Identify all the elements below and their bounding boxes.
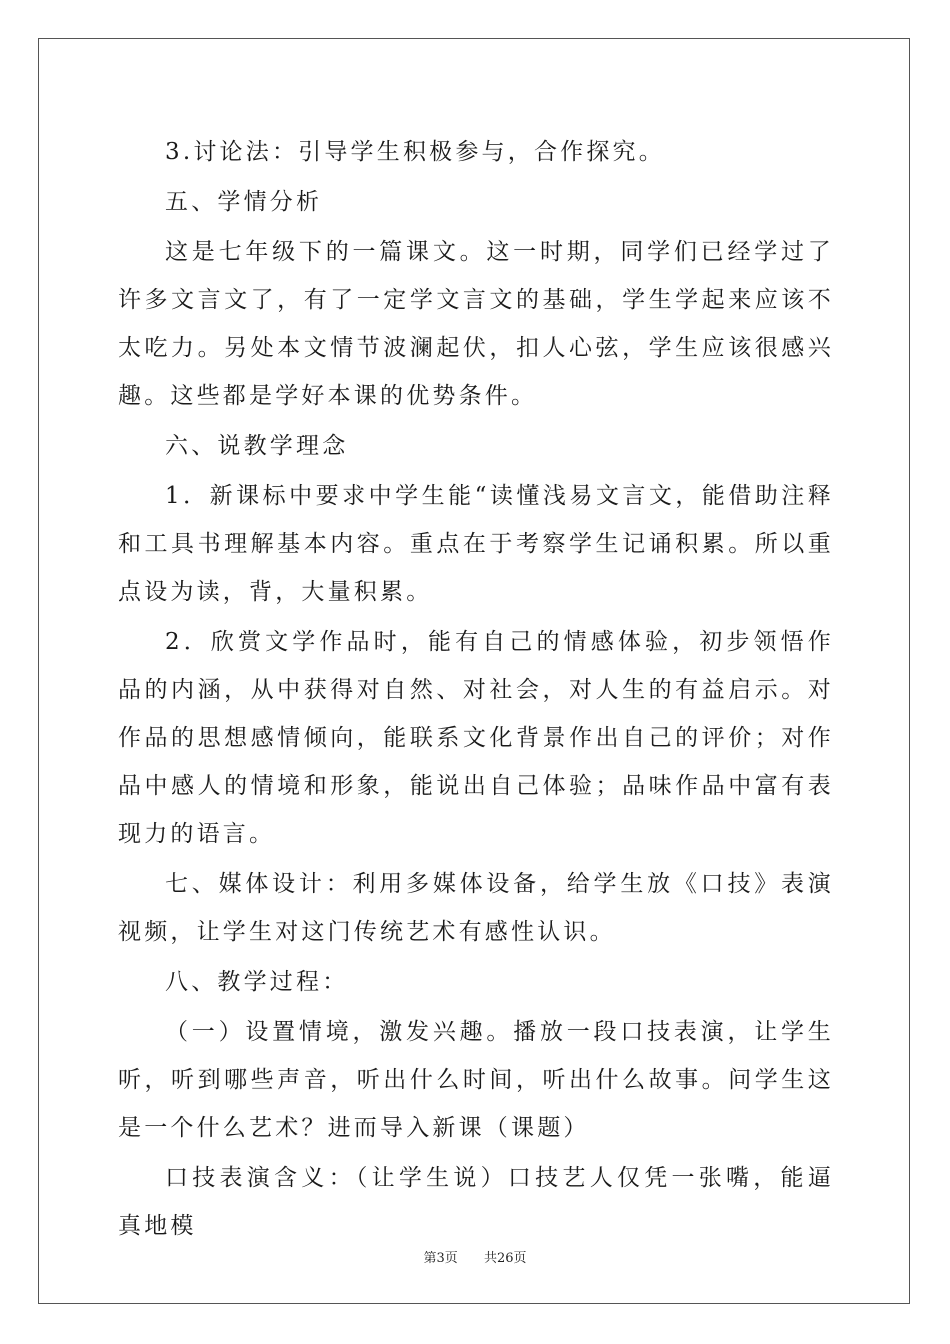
paragraph-process-1: （一）设置情境，激发兴趣。播放一段口技表演，让学生听，听到哪些声音，听出什么时间，听出什么故事。问学生这是一个什么艺术？进而导入新课（课题） bbox=[118, 1019, 834, 1141]
document-body bbox=[118, 128, 834, 1252]
paragraph-kouji-meaning: 口技表演含义：（让学生说）口技艺人仅凭一张嘴，能逼真地模 bbox=[118, 1165, 834, 1239]
page-total: 共26页 bbox=[484, 1251, 527, 1266]
heading-teaching-process: 八、教学过程： bbox=[165, 969, 349, 995]
paragraph-concept-1: 1．新课标中要求中学生能“读懂浅易文言文，能借助注释和工具书理解基本内容。重点在于考察学生记诵积累。所以重点设为读，背，大量积累。 bbox=[118, 483, 834, 605]
heading-teaching-concept: 六、说教学理念 bbox=[165, 433, 349, 459]
heading-student-analysis: 五、学情分析 bbox=[165, 189, 323, 215]
paragraph-method-3: 3.讨论法：引导学生积极参与，合作探究。 bbox=[165, 139, 665, 165]
page-footer bbox=[0, 1247, 950, 1266]
paragraph-student-analysis: 这是七年级下的一篇课文。这一时期，同学们已经学过了许多文言文了，有了一定学文言文的基础，学生学起来应该不太吃力。另处本文情节波澜起伏，扣人心弦，学生应该很感兴趣。这些都是学好本课的优势条件。 bbox=[118, 239, 834, 409]
paragraph-media-design: 七、媒体设计：利用多媒体设备，给学生放《口技》表演视频，让学生对这门传统艺术有感性认识。 bbox=[118, 871, 834, 945]
paragraph-concept-2: 2．欣赏文学作品时，能有自己的情感体验，初步领悟作品的内涵，从中获得对自然、对社会，对人生的有益启示。对作品的思想感情倾向，能联系文化背景作出自己的评价；对作品中感人的情境和形象，能说出自己体验；品味作品中富有表现力的语言。 bbox=[118, 629, 834, 847]
page-number: 第3页 bbox=[423, 1251, 458, 1266]
